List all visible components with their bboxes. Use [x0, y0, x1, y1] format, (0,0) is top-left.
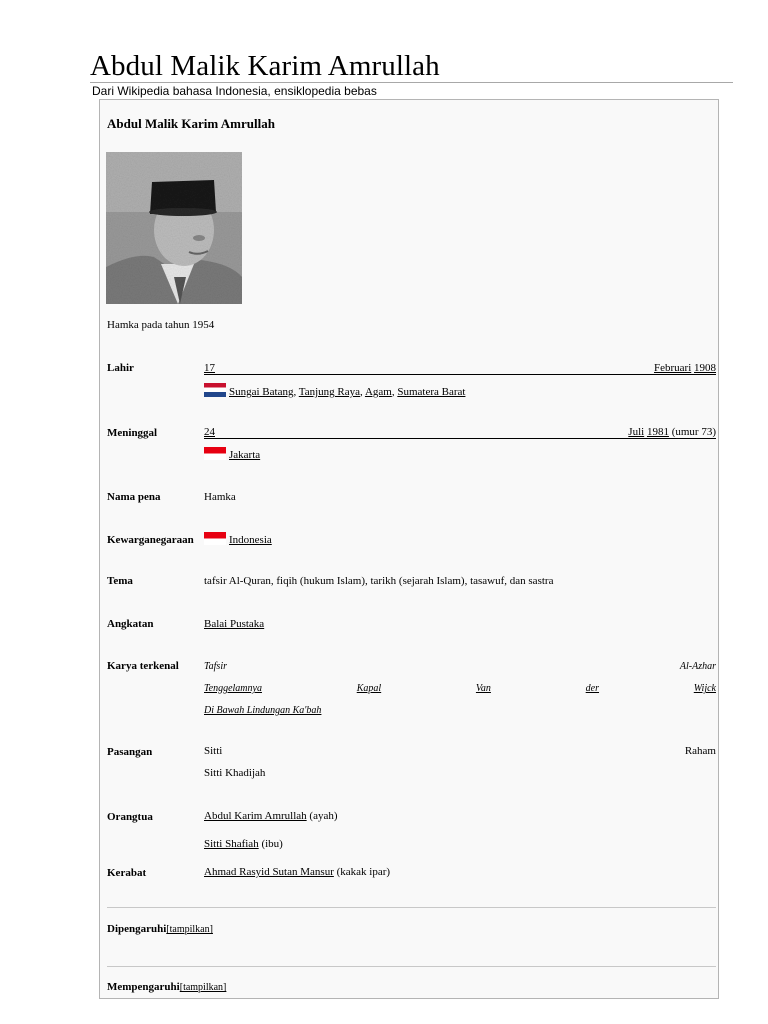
indonesia-flag-icon — [204, 447, 226, 460]
netherlands-flag-icon — [204, 383, 226, 397]
section-divider — [107, 966, 716, 967]
kerabat-value: Ahmad Rasyid Sutan Mansur (kakak ipar) — [204, 866, 391, 878]
pasangan-word: Sitti — [204, 745, 223, 757]
meninggal-month-link[interactable]: Juli — [628, 426, 645, 438]
label-pasangan: Pasangan — [107, 746, 153, 758]
nama-pena-value: Hamka — [204, 491, 236, 503]
link-abdul-karim-amrullah[interactable]: Abdul Karim Amrullah — [204, 810, 307, 822]
label-karya-terkenal: Karya terkenal — [107, 660, 179, 672]
meninggal-age: (umur 73) — [671, 426, 716, 438]
title-divider — [90, 82, 733, 83]
tema-value: tafsir Al-Quran, fiqih (hukum Islam), tarikh (sejarah Islam), tasawuf, dan sastra — [204, 575, 554, 587]
pasangan-line-2: Sitti Khadijah — [204, 767, 266, 779]
meninggal-year-link[interactable]: 1981 — [646, 426, 669, 438]
portrait-photo[interactable] — [106, 152, 242, 304]
meninggal-day-link[interactable]: 24 — [204, 426, 215, 438]
label-meninggal: Meninggal — [107, 427, 158, 439]
dipengaruhi-show-toggle[interactable]: [tampilkan] — [166, 924, 213, 935]
meninggal-month-year — [628, 426, 716, 438]
label-lahir: Lahir — [107, 362, 134, 374]
label-angkatan: Angkatan — [107, 618, 154, 630]
place-link-agam[interactable]: Agam — [364, 386, 392, 398]
label-tema: Tema — [107, 575, 133, 587]
karya-word: Tafsir — [204, 661, 227, 672]
karya-word-link[interactable]: Van — [475, 683, 491, 694]
link-indonesia[interactable]: Indonesia — [229, 534, 272, 546]
meninggal-date — [204, 426, 716, 439]
pasangan-line-1 — [204, 745, 716, 757]
lahir-date — [204, 362, 716, 375]
label-dipengaruhi: Dipengaruhi — [107, 923, 167, 935]
link-balai-pustaka[interactable]: Balai Pustaka — [204, 618, 265, 630]
orangtua-father: Abdul Karim Amrullah (ayah) — [204, 810, 338, 822]
photo-caption: Hamka pada tahun 1954 — [107, 319, 215, 331]
place-link-sungai-batang[interactable]: Sungai Batang — [229, 386, 294, 398]
label-kewarganegaraan: Kewarganegaraan — [107, 534, 194, 546]
label-orangtua: Orangtua — [107, 811, 153, 823]
karya-link-di-bawah-lindungan[interactable]: Di Bawah Lindungan Ka'bah — [204, 705, 322, 716]
link-ahmad-rasyid-sutan-mansur[interactable]: Ahmad Rasyid Sutan Mansur — [204, 866, 334, 878]
indonesia-flag-icon — [204, 532, 226, 545]
infobox-title: Abdul Malik Karim Amrullah — [107, 116, 275, 131]
label-mempengaruhi: Mempengaruhi — [107, 981, 180, 993]
dipengaruhi-row — [107, 923, 213, 935]
label-nama-pena: Nama pena — [107, 491, 161, 503]
meninggal-place — [204, 447, 260, 461]
section-divider — [107, 907, 716, 908]
mempengaruhi-row — [107, 981, 226, 993]
karya-word-link[interactable]: Tenggelamnya — [204, 683, 262, 694]
karya-word-link[interactable]: Kapal — [356, 683, 382, 694]
label-kerabat: Kerabat — [107, 867, 147, 879]
lahir-month-year — [654, 362, 716, 374]
lahir-day-link[interactable]: 17 — [204, 362, 215, 374]
kewarganegaraan-value — [204, 532, 272, 546]
karya-word: Al-Azhar — [679, 661, 716, 672]
link-sitti-shafiah[interactable]: Sitti Shafiah — [204, 838, 259, 850]
mempengaruhi-show-toggle[interactable]: [tampilkan] — [179, 982, 227, 993]
karya-word-link[interactable]: der — [585, 683, 600, 694]
pasangan-word: Raham — [684, 745, 716, 757]
lahir-year-link[interactable]: 1908 — [694, 362, 716, 374]
orangtua-mother: Sitti Shafiah (ibu) — [204, 838, 283, 850]
karya-word-link[interactable]: Wijck — [693, 683, 716, 694]
karya-line-2 — [204, 683, 716, 694]
angkatan-value — [204, 618, 264, 630]
lahir-month-link[interactable]: Februari — [653, 362, 692, 374]
page-title: Abdul Malik Karim Amrullah — [90, 50, 440, 82]
place-link-jakarta[interactable]: Jakarta — [229, 449, 261, 461]
page-subtitle: Dari Wikipedia bahasa Indonesia, ensiklopedia bebas — [92, 84, 377, 98]
karya-line-1 — [204, 661, 716, 672]
place-link-tanjung-raya[interactable]: Tanjung Raya — [298, 386, 361, 398]
place-link-sumatera-barat[interactable]: Sumatera Barat — [397, 386, 466, 398]
karya-line-3 — [204, 705, 321, 716]
lahir-place: Sungai Batang, Tanjung Raya, Agam, Sumatera Barat — [204, 383, 465, 398]
